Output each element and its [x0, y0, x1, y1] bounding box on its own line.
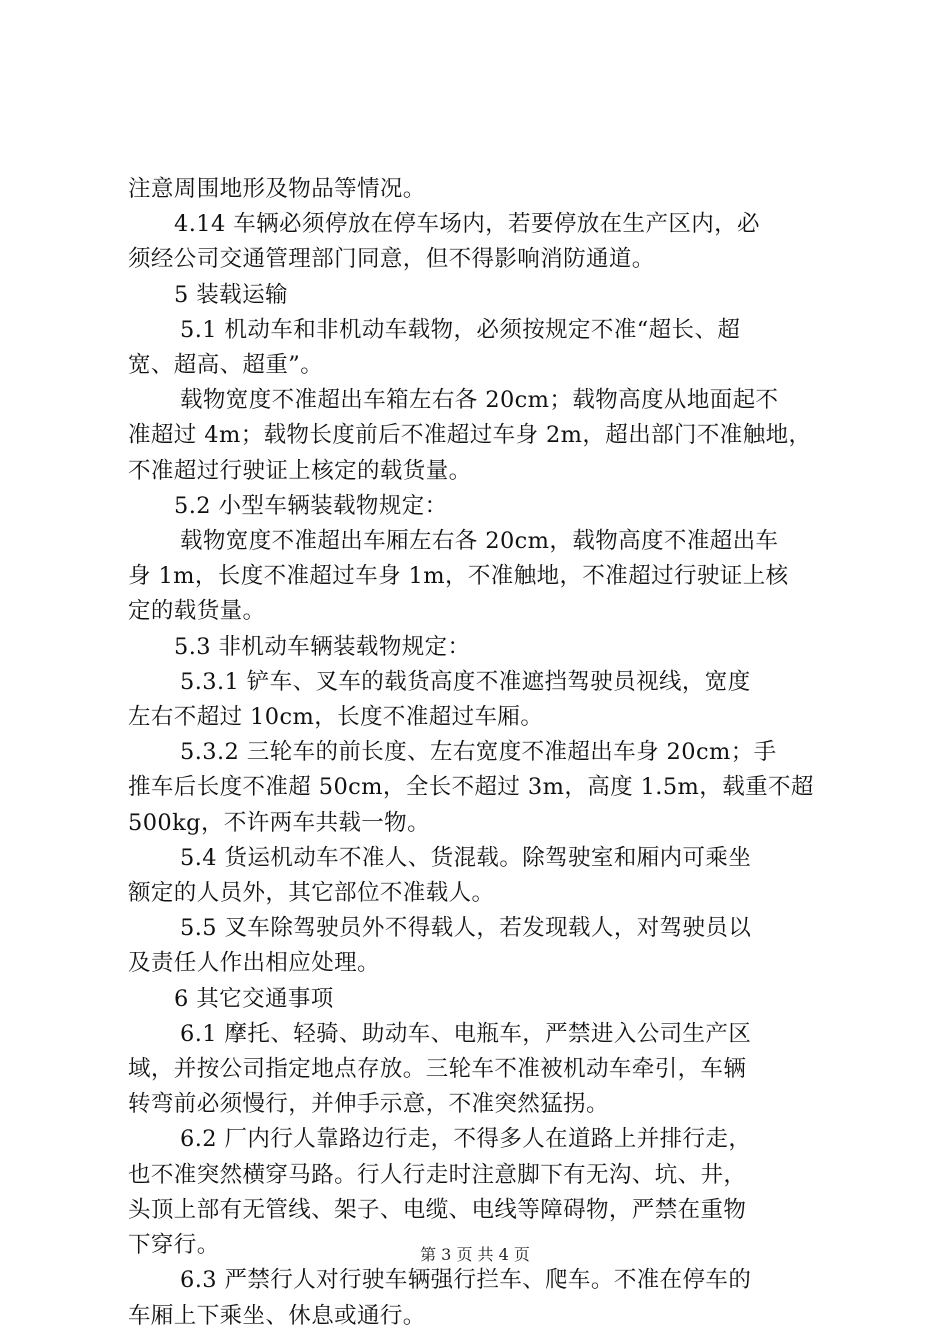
text-line: 转弯前必须慢行，并伸手示意，不准突然猛拐。 [128, 1091, 609, 1118]
text-line: 车厢上下乘坐、休息或通行。 [128, 1302, 426, 1329]
text-line: 6 其它交通事项 [174, 985, 334, 1012]
text-line: 载物宽度不准超出车厢左右各 20cm，载物高度不准超出车 [180, 528, 779, 555]
text-line: 6.2 厂内行人靠路边行走，不得多人在道路上并排行走， [180, 1126, 752, 1153]
text-line: 5.3.2 三轮车的前长度、左右宽度不准超出车身 20cm；手 [180, 739, 777, 766]
text-line: 须经公司交通管理部门同意，但不得影响消防通道。 [128, 246, 655, 273]
text-line: 500kg，不许两车共载一物。 [128, 809, 430, 836]
text-line: 6.1 摩托、轻骑、助动车、电瓶车，严禁进入公司生产区 [180, 1020, 752, 1047]
text-line: 5.5 叉车除驾驶员外不得载人，若发现载人，对驾驶员以 [180, 915, 752, 942]
text-line: 域，并按公司指定地点存放。三轮车不准被机动车牵引，车辆 [128, 1056, 747, 1083]
text-line: 5 装载运输 [174, 281, 288, 308]
text-line: 推车后长度不准超 50cm，全长不超过 3m，高度 1.5m，载重不超 [128, 774, 814, 801]
text-line: 6.3 严禁行人对行驶车辆强行拦车、爬车。不准在停车的 [180, 1267, 752, 1294]
text-line: 5.1 机动车和非机动车载物，必须按规定不准“超长、超 [180, 316, 741, 343]
text-line: 定的载货量。 [128, 598, 266, 625]
text-line: 注意周围地形及物品等情况。 [128, 176, 426, 202]
text-line: 4.14 车辆必须停放在停车场内，若要停放在生产区内，必 [174, 211, 760, 238]
text-line: 身 1m，长度不准超过车身 1m，不准触地，不准超过行驶证上核 [128, 563, 789, 590]
text-line: 载物宽度不准超出车箱左右各 20cm；载物高度从地面起不 [180, 387, 779, 414]
text-line: 5.4 货运机动车不准人、货混载。除驾驶室和厢内可乘坐 [180, 844, 752, 871]
text-line: 准超过 4m；载物长度前后不准超过车身 2m，超出部门不准触地， [128, 422, 812, 449]
text-line: 5.3.1 铲车、叉车的载货高度不准遮挡驾驶员视线，宽度 [180, 668, 751, 695]
text-line: 也不准突然横穿马路。行人行走时注意脚下有无沟、坑、井， [128, 1161, 747, 1188]
text-line: 左右不超过 10cm，长度不准超过车厢。 [128, 704, 544, 731]
text-line: 5.3 非机动车辆装载物规定： [174, 633, 471, 660]
document-body [128, 172, 833, 1334]
text-line: 5.2 小型车辆装载物规定： [174, 492, 448, 519]
text-line: 不准超过行驶证上核定的载货量。 [128, 457, 472, 484]
page-footer: 第 3 页 共 4 页 [420, 1245, 530, 1264]
text-line: 额定的人员外，其它部位不准载人。 [128, 880, 495, 907]
text-line: 下穿行。 [128, 1232, 220, 1259]
text-line: 头顶上部有无管线、架子、电缆、电线等障碍物，严禁在重物 [128, 1196, 747, 1223]
text-line: 宽、超高、超重”。 [128, 352, 324, 379]
text-line: 及责任人作出相应处理。 [128, 950, 380, 977]
